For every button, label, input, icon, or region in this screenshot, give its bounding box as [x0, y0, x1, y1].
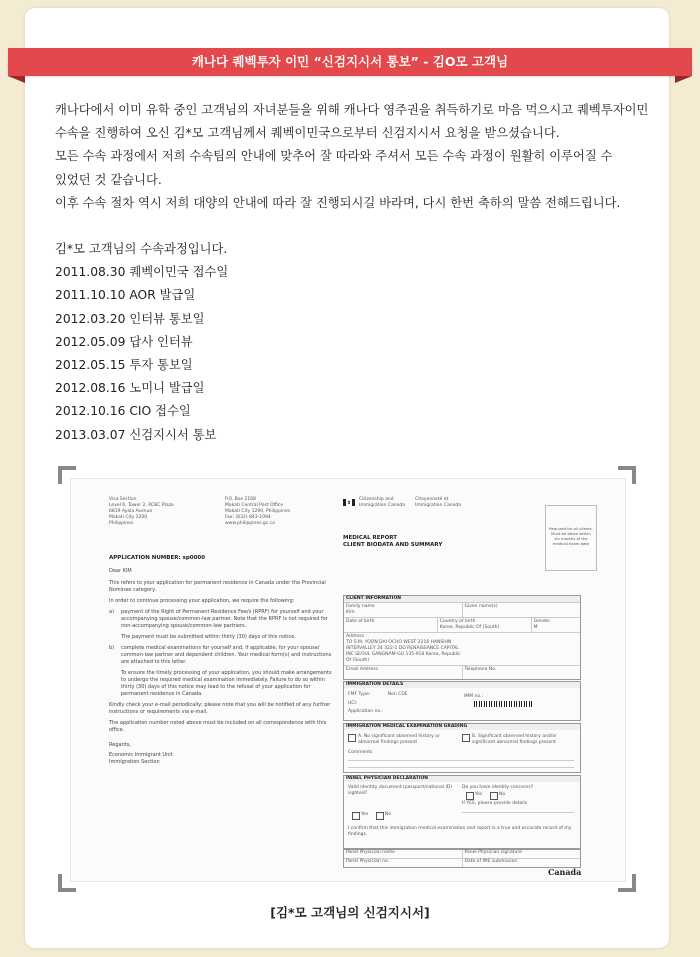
document-image-frame: [58, 466, 636, 892]
canada-flag-icon: [343, 499, 355, 509]
field-label: Panel Physician no.: [346, 859, 390, 864]
field-label: Panel Physician name: [346, 850, 395, 855]
letter-item-a: payment of the Right of Permanent Residence Fee/s (RPRF) for yourself and your accompanying spouse/common-law partner. Note that the RPRF is not required for non-accompanying spouse/common-law partners.: [121, 609, 328, 629]
field-label: FMF Type:: [348, 692, 371, 697]
grade-b-label: B. Significant observed history and/or significant abnormal findings present: [472, 734, 557, 745]
field-label: Gender: [533, 619, 551, 624]
process-step: 2013.03.07 신검지시서 통보: [55, 427, 217, 442]
comments-label: Comments: [348, 750, 373, 755]
yes-label: Yes: [475, 792, 483, 797]
department-fr: Citoyenneté et Immigration Canada: [415, 497, 461, 508]
physician-fields: [343, 849, 581, 868]
field-label: Application no.:: [348, 709, 384, 714]
letter-paragraph: In order to continue processing your application, we require the following:: [109, 598, 295, 604]
field-value: Non CDE: [387, 692, 408, 697]
ribbon-fold-left: [8, 76, 25, 83]
office-line: 6819 Ayala Avenue: [109, 509, 153, 514]
field-label: Telephone No.: [462, 666, 581, 679]
office-line: Fax: (632) 843-1094: [225, 515, 271, 520]
process-step: 2011.08.30 퀘벡이민국 접수일: [55, 265, 229, 280]
no-label: No: [385, 812, 392, 817]
report-subtitle: CLIENT BIODATA AND SUMMARY: [343, 542, 443, 548]
letter-paragraph: Kindly check your e-mail periodically; please note that you will be notified of any further instructions or requirements via e-mail.: [109, 702, 331, 715]
medical-report: [343, 497, 605, 877]
id-yes-checkbox: [352, 812, 360, 820]
office-line: Philippines: [109, 521, 134, 526]
intro-line: 캐나다에서 이미 유학 중인 고객님의 자녀분들을 위해 캐나다 영주권을 취득하기로 마음 먹으시고 퀘벡투자이민: [55, 103, 649, 117]
no-checkbox: [490, 792, 498, 800]
letter-regards: Regards,: [109, 742, 131, 748]
field-label: IMM no.:: [464, 694, 483, 699]
process-step: 2012.05.09 답사 인터뷰: [55, 334, 193, 349]
field-label: Address: [346, 634, 364, 639]
process-step: 2011.10.10 AOR 발급일: [55, 288, 196, 303]
office-line: P.O. Box 2168: [225, 497, 256, 502]
department-en: Citizenship and Immigration Canada: [359, 497, 405, 508]
grade-b-checkbox: [462, 734, 470, 742]
field-label: UCI:: [348, 701, 358, 706]
section-header: CLIENT INFORMATION: [344, 596, 580, 602]
question-concerns: Do you have identity concerns?: [462, 785, 534, 790]
section-header: PANEL PHYSICIAN DECLARATION: [344, 776, 580, 782]
section-header: IMMIGRATION DETAILS: [344, 682, 580, 688]
office-line: Makati Central Post Office: [225, 503, 284, 508]
page-title: 캐나다 퀘벡투자 이민 “신검지시서 통보” - 김O모 고객님: [191, 54, 509, 69]
office-line: Makati City 1290, Philippines: [225, 509, 291, 514]
image-caption: [김*모 고객님의 신검지시서]: [270, 905, 430, 920]
intro-line: 수속을 진행하여 오신 김*모 고객님께서 퀘벡이민국으로부터 신검지시서 요청을 받으셨습니다.: [55, 126, 560, 141]
application-number: APPLICATION NUMBER: sp0000: [109, 555, 206, 561]
page-title-ribbon: [8, 48, 692, 76]
process-step: 2012.05.15 투자 통보일: [55, 358, 193, 373]
canada-wordmark: Canada: [548, 867, 582, 877]
field-value: Kim: [346, 610, 355, 615]
field-value: M: [533, 625, 538, 630]
immigration-details-section: [343, 681, 581, 721]
field-label: Date of birth: [346, 619, 375, 624]
process-step: 2012.03.20 인터뷰 통보일: [55, 311, 205, 326]
letter-item-a-note: The payment must be submitted within thirty (30) days of this notice.: [121, 634, 296, 640]
office-line: Level 6, Tower 2, RCBC Plaza: [109, 503, 174, 508]
grade-a-checkbox: [348, 734, 356, 742]
if-yes-label: If YES, please provide details: [462, 801, 528, 806]
process-step: 2012.10.16 CIO 접수일: [55, 404, 191, 419]
grading-section: [343, 723, 581, 773]
client-info-section: [343, 595, 581, 680]
field-value: Korea, Republic Of (South): [439, 625, 500, 630]
barcode-icon: [474, 701, 534, 707]
process-title: 김*모 고객님의 수속과정입니다.: [55, 242, 228, 257]
report-title: MEDICAL REPORT: [343, 535, 397, 541]
yes-checkbox: [466, 792, 474, 800]
letter-signature: Immigration Section: [109, 759, 160, 765]
field-value: TO S.M. YOON DAI OCHO WEST 2216 HANSHIN INTERVALLEY 24 322-1 DO RENAISSANCE CAPITAL INC SEOUL GANGNAM-GU 135-918 Korea, Republic Of (South): [346, 640, 461, 663]
letter-signature: Economic Immigrant Unit: [109, 752, 173, 758]
no-label: No: [499, 792, 506, 797]
letter-item-b: complete medical examinations for yourself and, if applicable, for your spouse/ common-law partner and dependent children. Your medical form(s) and instructions are attached to this letter.: [121, 645, 332, 665]
photo-box: [545, 505, 597, 571]
letter-paragraph: The application number noted above must be included on all correspondence with this office.: [109, 720, 327, 733]
letter-paragraph: This refers to your application for permanent residence in Canada under the Provincial Nominee category.: [109, 580, 326, 593]
field-label: Given name(s): [464, 604, 498, 609]
field-label: Email Address: [346, 667, 378, 672]
letter-salutation: Dear KIM: [109, 568, 132, 574]
field-label: Panel Physician signature: [462, 850, 581, 858]
field-label: Family name: [346, 604, 375, 609]
field-label: Date of IME submission: [462, 859, 581, 867]
photo-note: Required for all clients. Must be taken within six months of the medical exam date: [549, 526, 593, 546]
grade-a-label: A. No significant observed history or abnormal findings present: [358, 734, 440, 745]
intro-line: 모든 수속 과정에서 저희 수속팀의 안내에 맞추어 잘 따라와 주셔서 모든 수속 과정이 원활히 이루어질 수: [55, 149, 613, 164]
scanned-documents: Visa Section Level 6, Tower 2, RCBC Plaza 6819 Ayala Avenue Makati City 1200 Philippines P.O. Box 2168 Makati Central Post Office Makati City 1290, Philippines Fax: (632) 843-1094 www.philippines.gc.ca APPLICATION NUMBER: sp0000 Dear KIM This refers to your application for permanent residence in Canada under the Provincial Nominee category. In order to continue processing your application, we require the following: a) payment of the Right of Permanent Residence Fee/s (RPRF) for yourself and your accompanying spouse/common-law partner. Note that the RPRF is not required for non-accompanying spouse/common-law partners. The payment must be submitted within thirty (30) days of this notice. b) complete medical examinations for yourself and, if applicable, for your spouse/ common-law partner and dependent children. Your medical form(s) and instructions are attached to this letter. To ensure the timely processing of your application, you should make arrangements to undergo the required medical examination immediately. Failure to do so within thirty (30) days of this notice may lead to the refusal of your application for permanent residence in Canada. Kindly check your e-mail periodically; please note that you will be notified of any further instructions or requirements via e-mail. The application number noted above must be included on all correspondence with this office. Regards, Economic Immigrant Unit Immigration Section Citizenship and Immigration Canada Citoyenneté et Immigration Canada Required for all clients. Must be taken within six months of the medical exam date MEDICAL REPORT CLIENT BIODATA AND SUMMARY CLIENT INFORMATION Family name Kim Given name(s) Date of birth Country of birth Korea, Republic Of (South) Gender M Address TO S.M. YOON DAI OCHO WEST 2216 HANSHIN INTERVALLEY 24 322-1 DO RENAISSANCE CAPITAL INC SEOUL GANGNAM-GU 135-918 Korea, Republic Of (South) Email Address Telephone No. IMMIGRATION DETAILS FMF Type: Non CDE UCI: Application no.: IMM no.: IMMIGRATION MEDICAL EXAMINATION GRADING A. No significant observed history or abnormal findings present B. Significant observed history and/or significant abnormal findings present Comments PANEL PHYSICIAN DECLARATION Valid identity document (passport/national ID) sighted? Do you have identity concerns? Yes No If YES, please provide details Yes No I confirm that this immigration medical examination and report is a true and accurate record of my findings. Panel Physician name Panel Physician signature Panel Physician no. Date of IME submission Canada: [70, 478, 626, 882]
article-body: [55, 99, 665, 447]
letter-item-b-note: To ensure the timely processing of your application, you should make arrangements to undergo the required medical examination immediately. Failure to do so within thirty (30) days of this notice may lead to the refusal of your application for permanent residence in Canada.: [121, 670, 332, 697]
physician-declaration-section: [343, 775, 581, 849]
office-line: Makati City 1200: [109, 515, 148, 520]
process-step: 2012.08.16 노미니 발급일: [55, 381, 205, 396]
question-id: Valid identity document (passport/national ID) sighted?: [348, 785, 453, 796]
id-no-checkbox: [376, 812, 384, 820]
office-line: www.philippines.gc.ca: [225, 521, 275, 526]
yes-label: Yes: [361, 812, 369, 817]
field-label: Country of birth: [439, 619, 476, 624]
intro-line: 있었던 것 같습니다.: [55, 172, 162, 187]
section-header: IMMIGRATION MEDICAL EXAMINATION GRADING: [344, 724, 580, 730]
office-line: Visa Section: [109, 497, 137, 502]
declaration-text: I confirm that this immigration medical examination and report is a true and accurate record of my findings.: [348, 826, 572, 837]
ribbon-fold-right: [675, 76, 692, 83]
intro-line: 이후 수속 절차 역시 저희 대양의 안내에 따라 잘 진행되시길 바라며, 다시 한번 축하의 말씀 전해드립니다.: [55, 195, 621, 210]
